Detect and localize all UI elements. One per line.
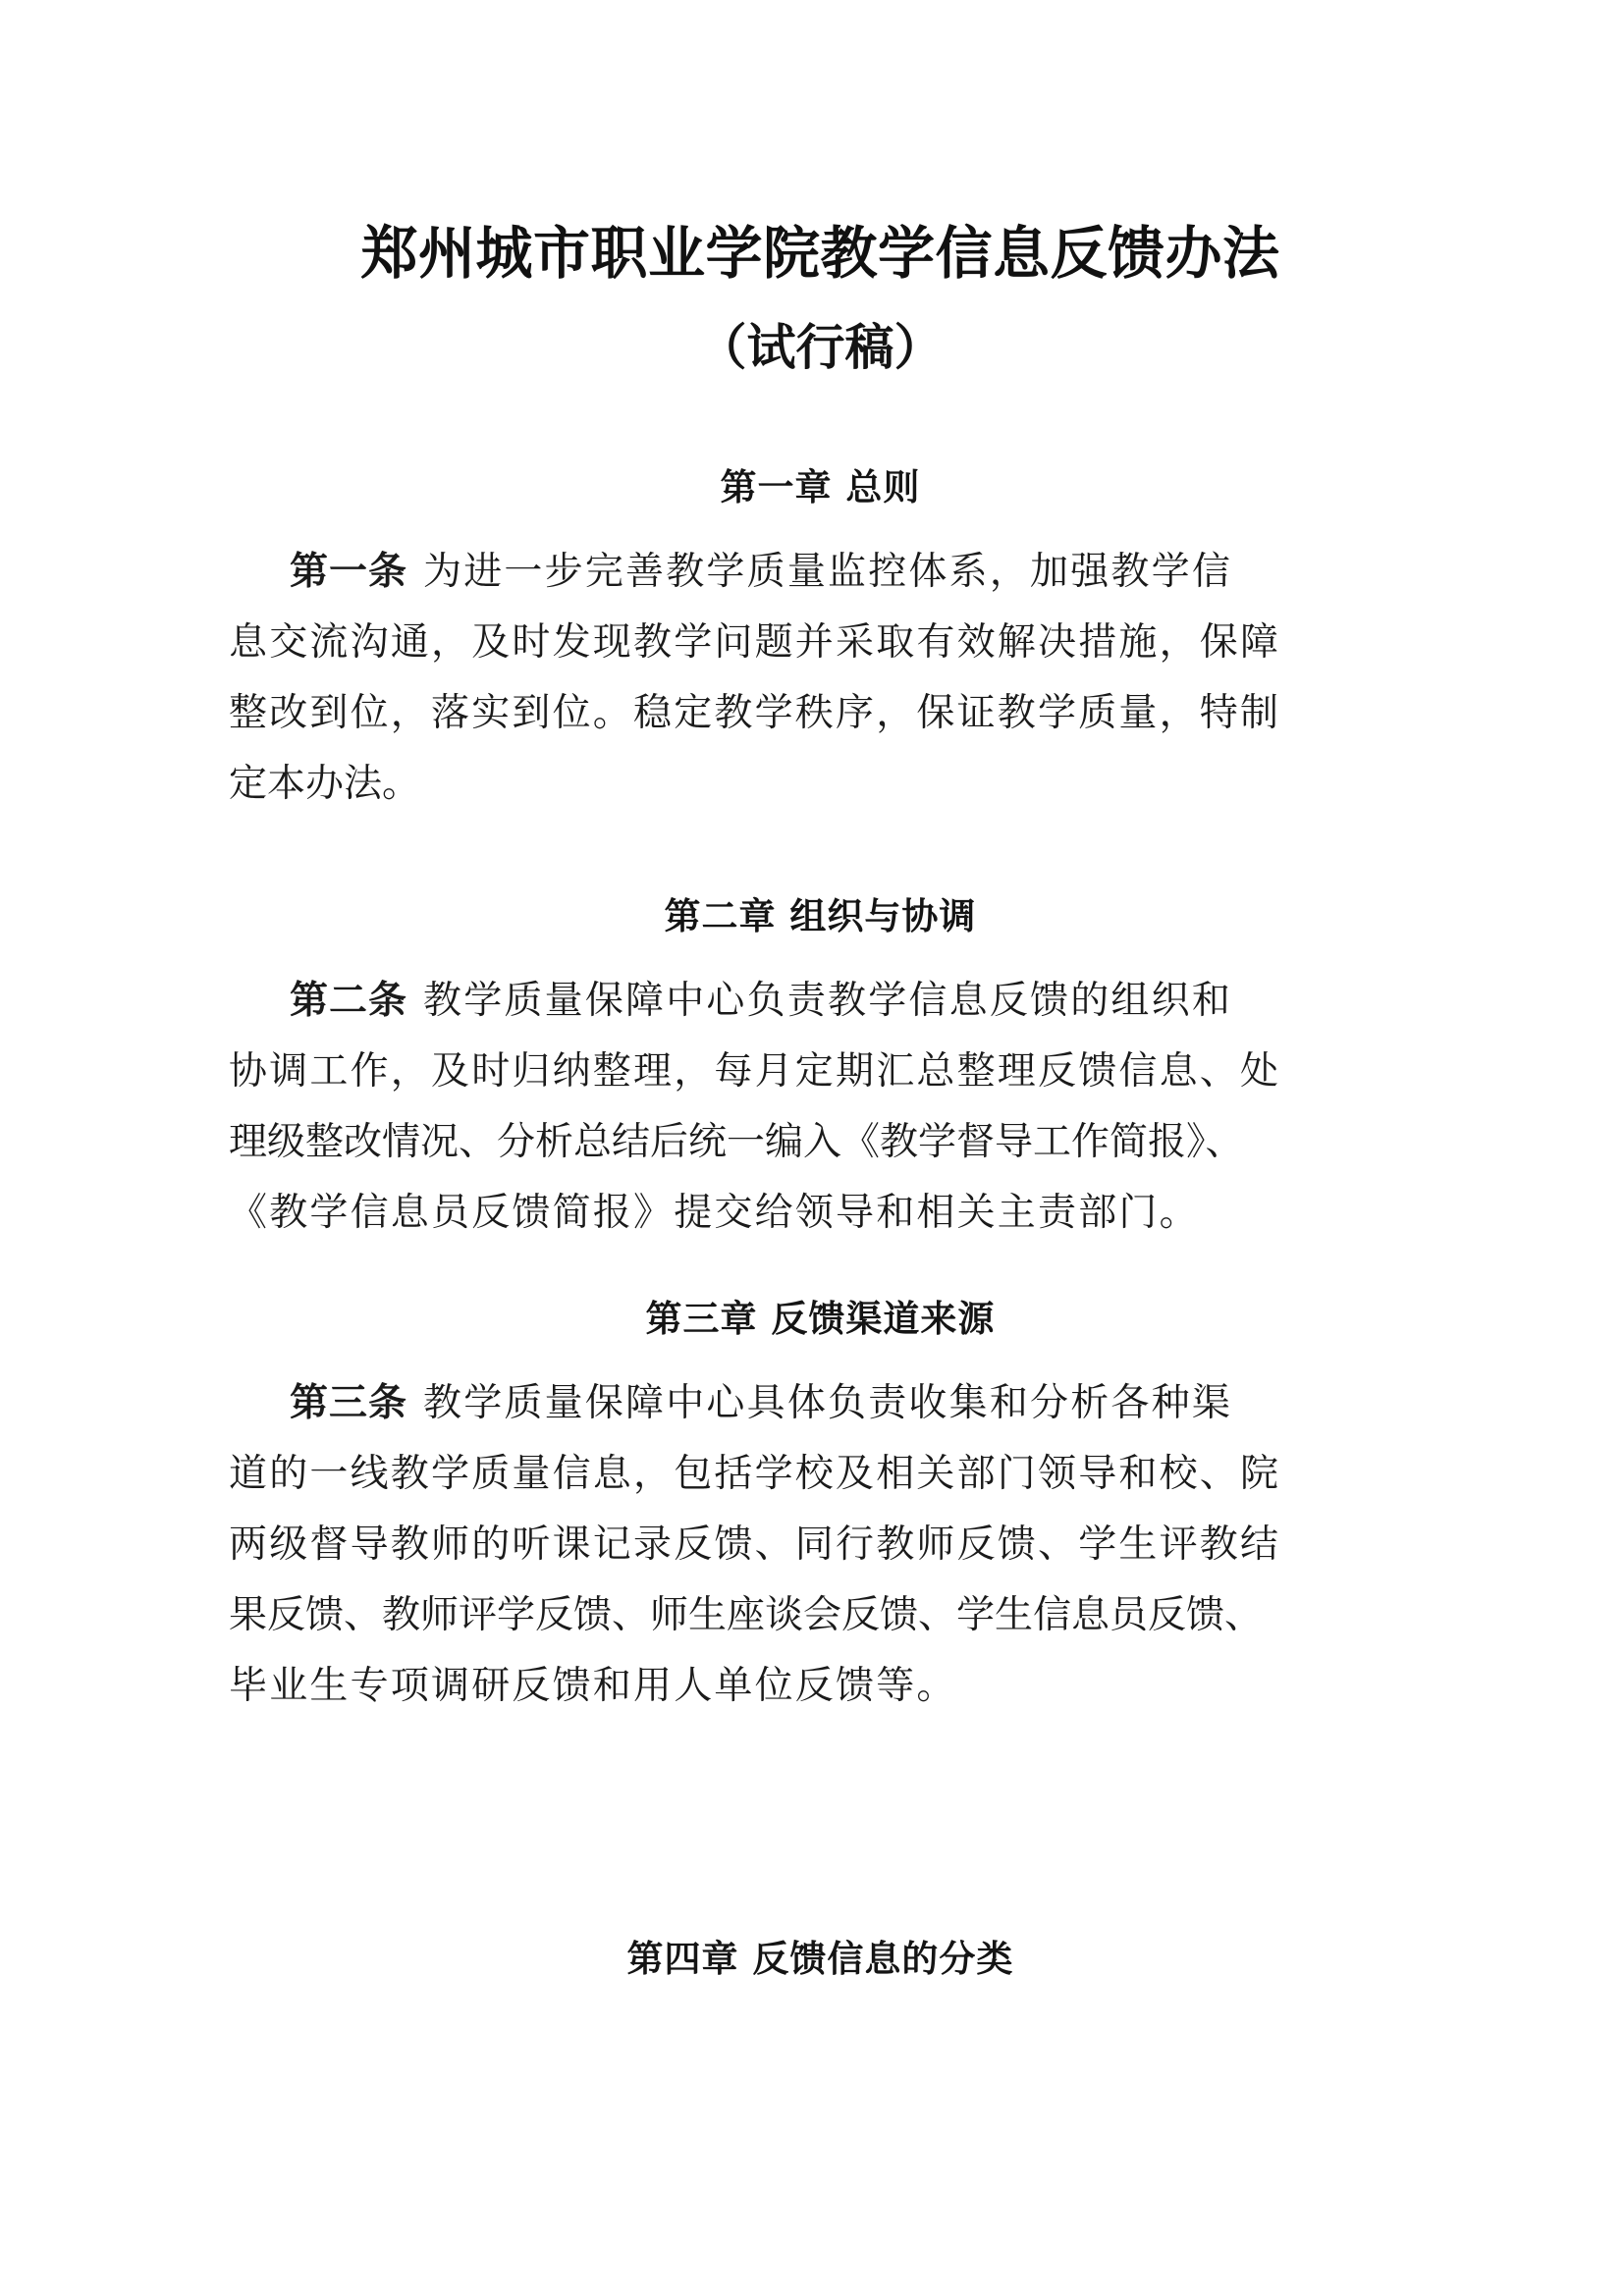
page-title: 郑州城市职业学院教学信息反馈办法 bbox=[360, 220, 1280, 287]
chapter-heading-4: 第四章 反馈信息的分类 bbox=[626, 1938, 1014, 1980]
paragraph-text: 教学质量保障中心负责教学信息反馈的组织和 bbox=[423, 979, 1233, 1023]
paragraph-text: 协调工作，及时归纳整理，每月定期汇总整理反馈信息、处 bbox=[229, 1049, 1281, 1094]
page-subtitle: （试行稿） bbox=[697, 318, 944, 376]
paragraph-line bbox=[290, 1372, 1232, 1427]
document-content bbox=[229, 0, 1412, 2296]
paragraph-line bbox=[290, 970, 1232, 1025]
paragraph-line bbox=[229, 1584, 1263, 1639]
paragraph-line bbox=[229, 1443, 1280, 1498]
chapter-heading-3: 第三章 反馈渠道来源 bbox=[645, 1298, 996, 1340]
paragraph-text: 毕业生专项调研反馈和用人单位反馈等。 bbox=[229, 1664, 957, 1708]
paragraph-line bbox=[229, 1111, 1244, 1166]
paragraph-text: 道的一线教学质量信息，包括学校及相关部门领导和校、院 bbox=[229, 1452, 1281, 1496]
paragraph-text: 息交流沟通，及时发现教学问题并采取有效解决措施，保障 bbox=[229, 620, 1281, 665]
paragraph-line bbox=[229, 612, 1280, 667]
paragraph-text: 为进一步完善教学质量监控体系，加强教学信 bbox=[423, 550, 1233, 594]
paragraph-text: 《教学信息员反馈简报》提交给领导和相关主责部门。 bbox=[229, 1191, 1200, 1235]
article-label-3: 第三条 bbox=[290, 1380, 408, 1425]
paragraph-line bbox=[229, 753, 420, 808]
chapter-heading-2: 第二章 组织与协调 bbox=[664, 895, 977, 937]
paragraph-line bbox=[290, 541, 1232, 596]
article-label-1: 第一条 bbox=[290, 549, 408, 594]
paragraph-text: 定本办法。 bbox=[229, 762, 421, 806]
paragraph-text: 整改到位，落实到位。稳定教学秩序，保证教学质量，特制 bbox=[229, 691, 1281, 735]
paragraph-line bbox=[229, 1041, 1280, 1095]
chapter-heading-1: 第一章 总则 bbox=[720, 466, 921, 508]
paragraph-text: 果反馈、教师评学反馈、师生座谈会反馈、学生信息员反馈、 bbox=[229, 1593, 1264, 1637]
article-label-2: 第二条 bbox=[290, 978, 408, 1023]
paragraph-line bbox=[229, 682, 1280, 737]
paragraph-line bbox=[229, 1514, 1280, 1569]
paragraph-text: 理级整改情况、分析总结后统一编入《教学督导工作简报》、 bbox=[229, 1120, 1244, 1164]
paragraph-line bbox=[229, 1655, 957, 1710]
paragraph-text: 两级督导教师的听课记录反馈、同行教师反馈、学生评教结 bbox=[229, 1522, 1281, 1567]
paragraph-text: 教学质量保障中心具体负责收集和分析各种渠 bbox=[423, 1381, 1233, 1425]
paragraph-line bbox=[229, 1182, 1200, 1237]
